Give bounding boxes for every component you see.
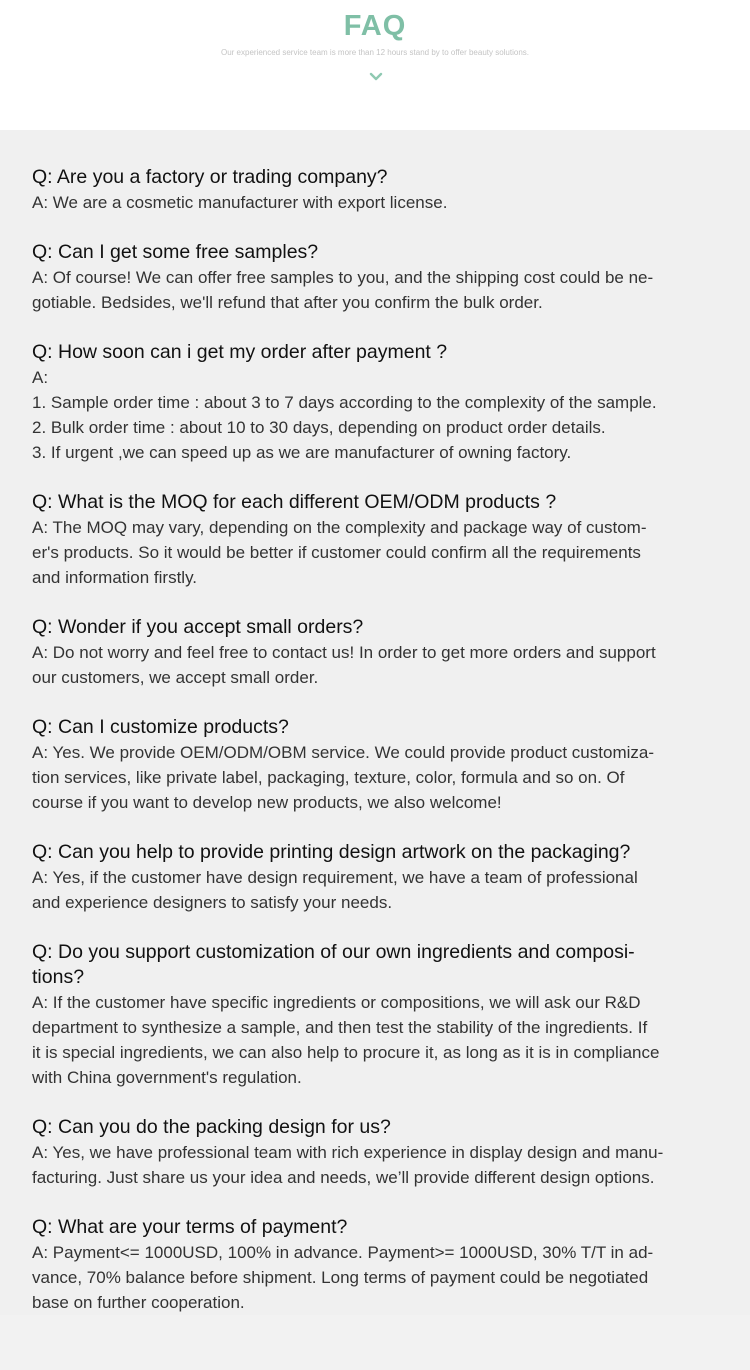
faq-question: Q: Can you do the packing design for us?	[32, 1116, 391, 1138]
faq-answer: A: Do not worry and feel free to contact us! In order to get more orders and support our customers, we accept small order.	[32, 643, 656, 687]
faq-question: Q: Wonder if you accept small orders?	[32, 616, 364, 638]
faq-item	[0, 340, 750, 465]
chevron-down-icon	[368, 70, 384, 84]
page-title: FAQ	[343, 10, 407, 42]
faq-question: Q: What is the MOQ for each different OEM/ODM products ?	[32, 491, 557, 513]
faq-item	[0, 490, 750, 590]
faq-list	[0, 130, 750, 1315]
faq-item	[0, 840, 750, 915]
faq-item	[0, 940, 750, 1090]
faq-answer: A: The MOQ may vary, depending on the complexity and package way of custom- er's products. So it would be better if customer could confirm all the requirements and information firstly.	[32, 518, 647, 587]
faq-answer: A: 1. Sample order time : about 3 to 7 days according to the complexity of the sample. 2. Bulk order time : about 10 to 30 days, depending on product order details. 3. If urgent ,we can speed up as we are manufacturer of owning factory.	[32, 368, 657, 462]
page-subtitle: Our experienced service team is more than 12 hours stand by to offer beauty solutions.	[220, 48, 530, 57]
faq-answer: A: If the customer have specific ingredients or compositions, we will ask our R&D department to synthesize a sample, and then test the stability of the ingredients. If it is special ingredients, we can also help to procure it, as long as it is in compliance with China government's regulation.	[32, 993, 660, 1087]
faq-question: Q: What are your terms of payment?	[32, 1216, 348, 1238]
faq-item	[0, 715, 750, 815]
faq-question: Q: Can you help to provide printing design artwork on the packaging?	[32, 841, 631, 863]
faq-header	[0, 0, 750, 130]
faq-question: Q: Do you support customization of our own ingredients and composi- tions?	[32, 941, 635, 988]
faq-item	[0, 1215, 750, 1315]
faq-answer: A: We are a cosmetic manufacturer with export license.	[32, 193, 448, 212]
faq-item	[0, 615, 750, 690]
faq-answer: A: Of course! We can offer free samples to you, and the shipping cost could be ne- gotiable. Bedsides, we'll refund that after you confirm the bulk order.	[32, 268, 654, 312]
faq-item	[0, 165, 750, 215]
faq-answer: A: Yes, if the customer have design requirement, we have a team of professional and experience designers to satisfy your needs.	[32, 868, 638, 912]
faq-question: Q: Are you a factory or trading company?	[32, 166, 388, 188]
faq-item	[0, 240, 750, 315]
faq-answer: A: Yes, we have professional team with rich experience in display design and manu- facturing. Just share us your idea and needs, we’ll provide different design options.	[32, 1143, 664, 1187]
faq-answer: A: Payment<= 1000USD, 100% in advance. Payment>= 1000USD, 30% T/T in ad- vance, 70% balance before shipment. Long terms of payment could be negotiated base on further cooperation.	[32, 1243, 654, 1312]
faq-item	[0, 1115, 750, 1190]
faq-question: Q: How soon can i get my order after payment ?	[32, 341, 448, 363]
faq-question: Q: Can I get some free samples?	[32, 241, 319, 263]
faq-answer: A: Yes. We provide OEM/ODM/OBM service. We could provide product customiza- tion services, like private label, packaging, texture, color, formula and so on. Of course if you want to develop new products, we also welcome!	[32, 743, 654, 812]
faq-question: Q: Can I customize products?	[32, 716, 289, 738]
